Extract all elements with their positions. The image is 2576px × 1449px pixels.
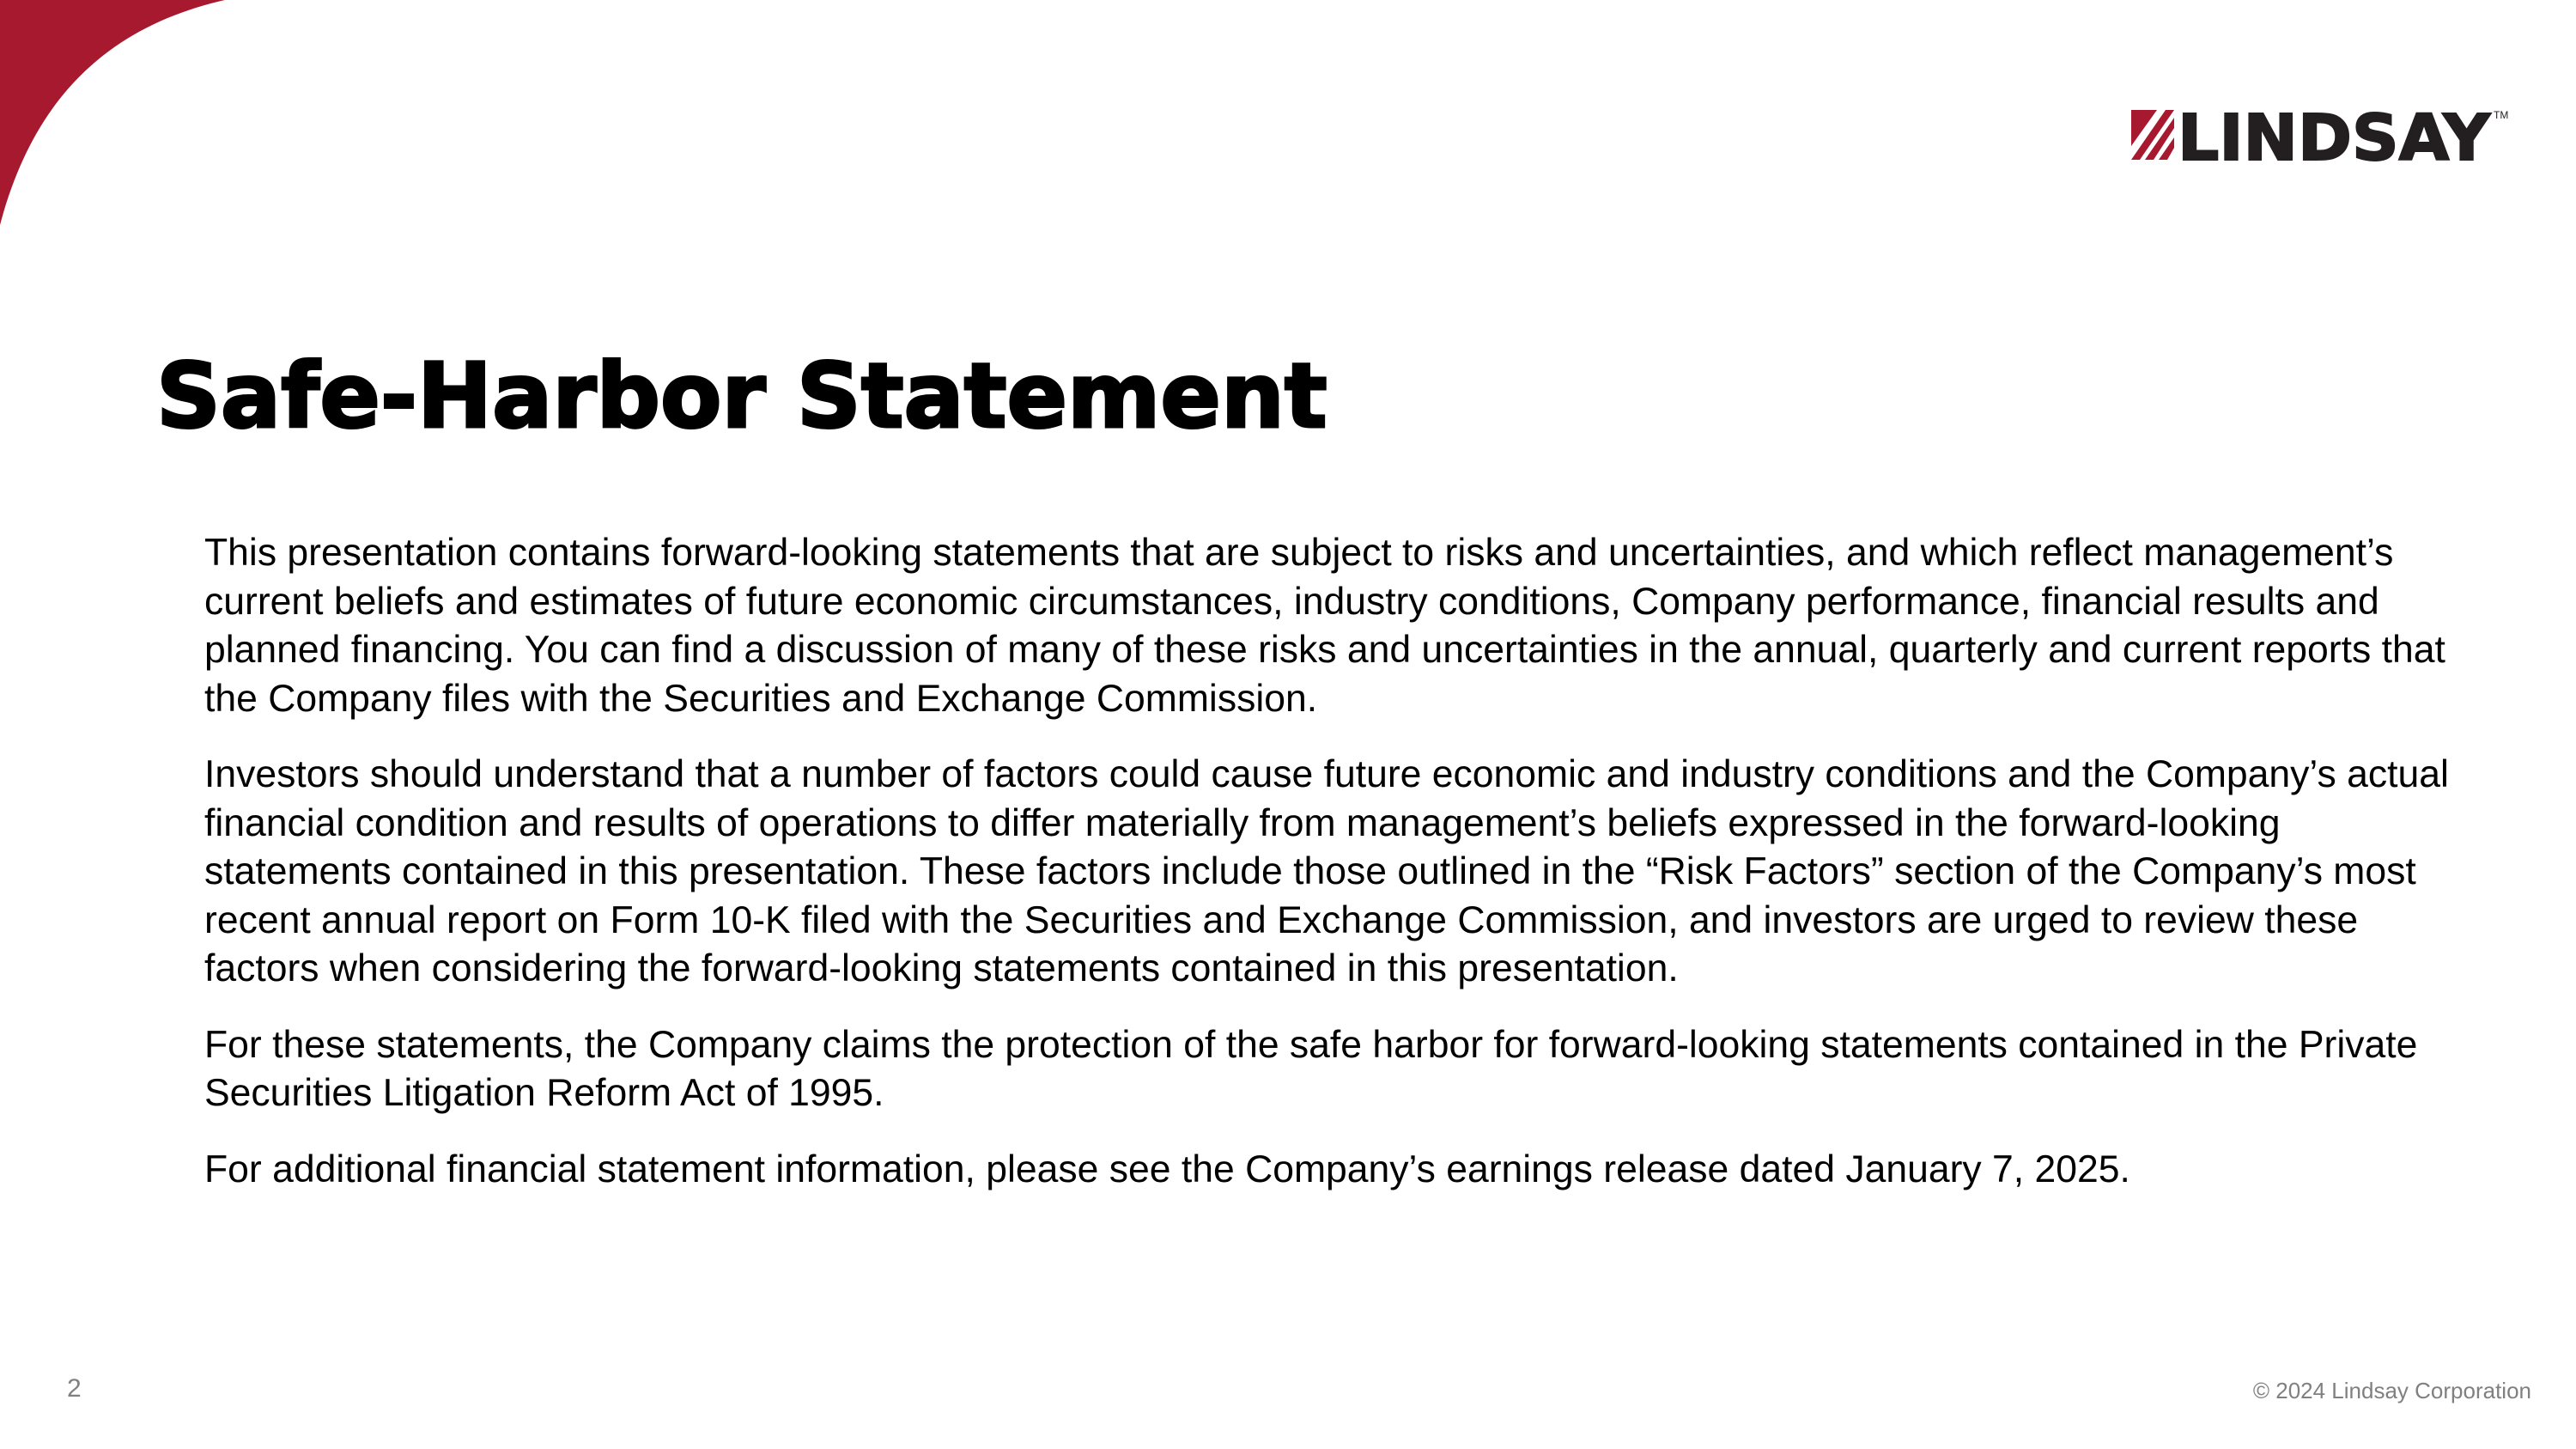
paragraph-additional-info: For additional financial statement information, please see the Company’s earnings release dated January 7, 2025. xyxy=(204,1148,2130,1190)
copyright-notice: © 2024 Lindsay Corporation xyxy=(2252,1378,2531,1403)
corner-swoosh-decoration xyxy=(0,0,232,232)
trademark-mark: TM xyxy=(2494,109,2509,121)
logo-wordmark: LINDSAY xyxy=(2178,101,2492,170)
slide-title: Safe-Harbor Statement xyxy=(156,344,1327,448)
diagonal-stripes-icon xyxy=(2131,110,2174,160)
lindsay-logo xyxy=(2128,101,2523,170)
paragraph-forward-looking: This presentation contains forward-looking statements that are subject to risks and uncertainties, and which reflect management’s current beliefs and estimates of future economic circumstances, industry conditions, Company performance, financial results and planned financing. You can find a discussion of many of these risks and uncertainties in the annual, quarterly and current reports that the Company files with the Securities and Exchange Commission. xyxy=(204,532,2445,720)
statement-body xyxy=(204,529,2454,1221)
paragraph-safe-harbor: For these statements, the Company claims the protection of the safe harbor for forward-looking statements contained in the Private Securities Litigation Reform Act of 1995. xyxy=(204,1023,2418,1114)
paragraph-investors: Investors should understand that a number of factors could cause future economic and industry conditions and the Company’s actual financial condition and results of operations to differ materially from management’s beliefs expressed in the forward-looking statements contained in this presentation. These factors include those outlined in the “Risk Factors” section of the Company’s most recent annual report on Form 10-K filed with the Securities and Exchange Commission, and investors are urged to review these factors when considering the forward-looking statements contained in this presentation. xyxy=(204,753,2449,989)
slide-number: 2 xyxy=(67,1374,82,1403)
